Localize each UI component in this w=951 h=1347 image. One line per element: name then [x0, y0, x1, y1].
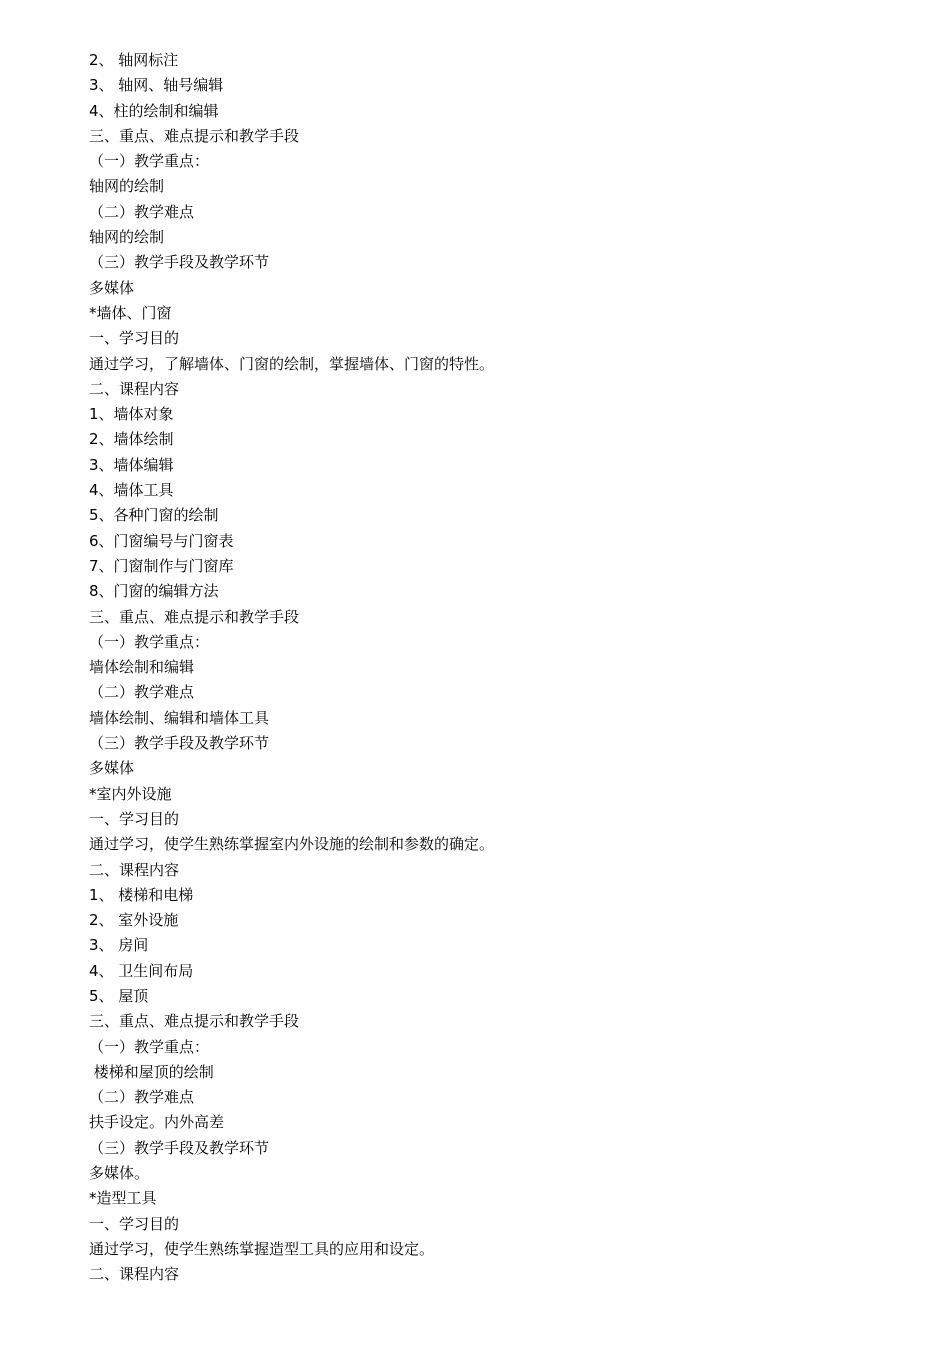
- text-line: 多媒体: [89, 278, 135, 297]
- text-line: 楼梯和屋顶的绘制: [89, 1062, 214, 1081]
- text-line: 通过学习，了解墙体、门窗的绘制，掌握墙体、门窗的特性。: [89, 354, 495, 373]
- text-line: 3、 轴网、轴号编辑: [89, 76, 224, 95]
- list-item: 4、 卫生间布局: [89, 961, 194, 980]
- section-heading: 二、课程内容: [89, 860, 180, 879]
- chapter-title: *室内外设施: [89, 784, 172, 803]
- text-line: 4、柱的绘制和编辑: [89, 101, 219, 120]
- section-heading: 一、学习目的: [89, 809, 180, 828]
- list-item: 3、 房间: [89, 936, 149, 955]
- section-heading: 二、课程内容: [89, 1265, 180, 1284]
- section-heading: 三、重点、难点提示和教学手段: [89, 126, 300, 145]
- text-line: 扶手设定。内外高差: [89, 1113, 225, 1132]
- list-item: 6、门窗编号与门窗表: [89, 531, 234, 550]
- section-heading: 三、重点、难点提示和教学手段: [89, 1012, 300, 1031]
- subsection-heading: （三）教学手段及教学环节: [89, 1138, 270, 1157]
- subsection-heading: （二）教学难点: [89, 1088, 195, 1107]
- list-item: 2、 室外设施: [89, 911, 179, 930]
- text-line: 墙体绘制和编辑: [89, 658, 195, 677]
- subsection-heading: （一）教学重点：: [89, 632, 210, 651]
- section-heading: 二、课程内容: [89, 379, 180, 398]
- text-line: 多媒体: [89, 759, 135, 778]
- text-line: 2、 轴网标注: [89, 51, 179, 69]
- list-item: 4、墙体工具: [89, 481, 174, 500]
- text-line: 通过学习，使学生熟练掌握室内外设施的绘制和参数的确定。: [89, 835, 495, 854]
- list-item: 2、墙体绘制: [89, 430, 174, 449]
- text-line: 轴网的绘制: [89, 177, 165, 196]
- list-item: 7、门窗制作与门窗库: [89, 556, 234, 575]
- list-item: 5、各种门窗的绘制: [89, 506, 219, 525]
- list-item: 5、 屋顶: [89, 986, 149, 1005]
- subsection-heading: （一）教学重点：: [89, 1037, 210, 1056]
- text-line: 墙体绘制、编辑和墙体工具: [89, 708, 270, 727]
- subsection-heading: （三）教学手段及教学环节: [89, 253, 270, 272]
- subsection-heading: （一）教学重点：: [89, 152, 210, 171]
- document-page: [89, 48, 889, 1288]
- list-item: 3、墙体编辑: [89, 455, 174, 474]
- text-line: 通过学习，使学生熟练掌握造型工具的应用和设定。: [89, 1239, 435, 1258]
- text-line: 轴网的绘制: [89, 228, 165, 247]
- subsection-heading: （二）教学难点: [89, 683, 195, 702]
- chapter-title: *墙体、门窗: [89, 303, 172, 322]
- list-item: 1、墙体对象: [89, 405, 174, 424]
- section-heading: 三、重点、难点提示和教学手段: [89, 607, 300, 626]
- subsection-heading: （三）教学手段及教学环节: [89, 734, 270, 753]
- section-heading: 一、学习目的: [89, 329, 180, 348]
- list-item: 8、门窗的编辑方法: [89, 582, 219, 601]
- subsection-heading: （二）教学难点: [89, 202, 195, 221]
- text-line: 多媒体。: [89, 1164, 150, 1183]
- chapter-title: *造型工具: [89, 1189, 157, 1208]
- list-item: 1、 楼梯和电梯: [89, 885, 194, 904]
- section-heading: 一、学习目的: [89, 1214, 180, 1233]
